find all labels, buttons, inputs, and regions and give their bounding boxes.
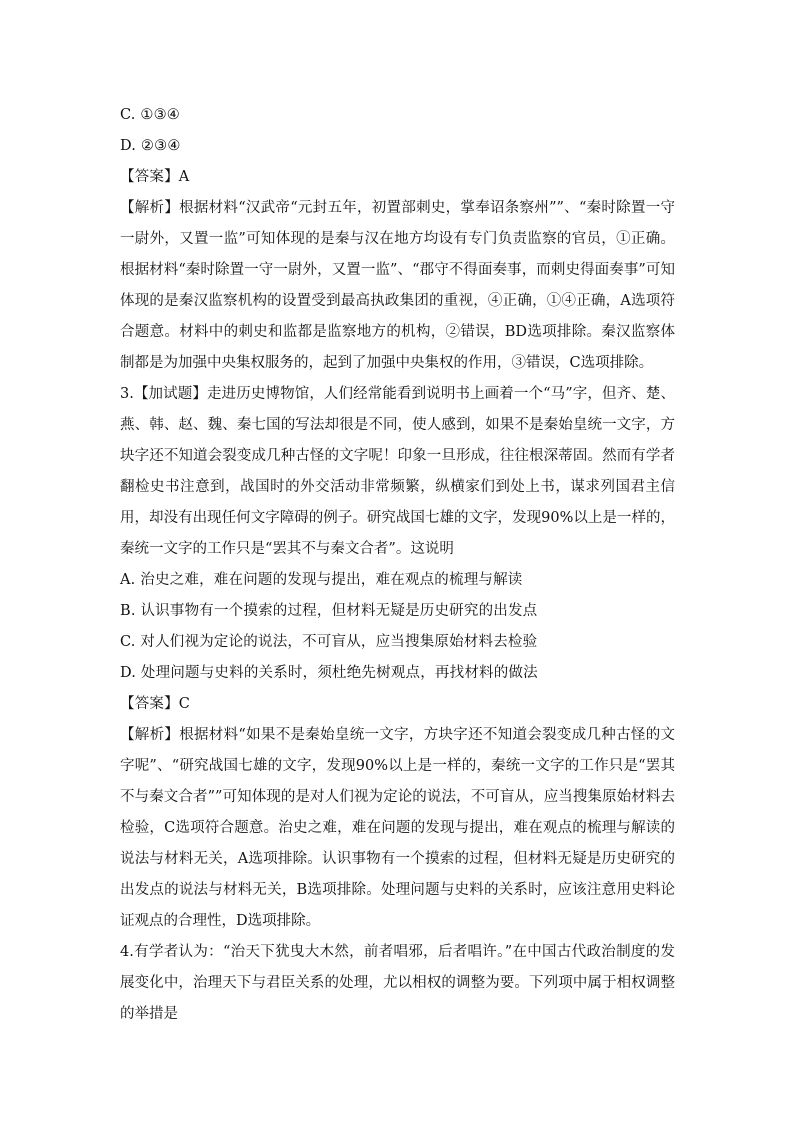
answer: 【答案】C xyxy=(120,696,191,712)
option-b: B. 认识事物有一个摸索的过程，但材料无疑是历史研究的出发点 xyxy=(120,603,538,619)
question-stem: 4.有学者认为：“治天下犹曳大木然，前者唱邪，后者唱许。”在中国古代政治制度的发展变化中，治理天下与君臣关系的处理，尤以相权的调整为要。下列项中属于相权调整的举措是 xyxy=(120,944,675,1022)
question-4 xyxy=(120,937,675,1030)
analysis: 【解析】根据材料“如果不是秦始皇统一文字，方块字还不知道会裂变成几种古怪的文字呢”、“研究战国七雄的文字，发现90%以上是一样的，秦统一文字的工作只是“罢其不与秦文合者””可知体现的是对人们视为定论的说法，不可盲从，应当搜集原始材料去检验，C选项符合题意。治史之难，难在问题的发现与提出，难在观点的梳理与解读的说法与材料无关，A选项排除。认识事物有一个摸索的过程，但材料无疑是历史研究的出发点的说法与材料无关，B选项排除。处理问题与史料的关系时，应该注意用史料论证观点的合理性，D选项排除。 xyxy=(120,727,675,929)
question-2-tail xyxy=(120,100,675,379)
answer: 【答案】A xyxy=(120,169,190,185)
option-c: C. 对人们视为定论的说法，不可盲从，应当搜集原始材料去检验 xyxy=(120,634,538,650)
question-stem: 3.【加试题】走进历史博物馆，人们经常能看到说明书上画着一个“马”字，但齐、楚、燕、韩、赵、魏、秦七国的写法却很是不同，使人感到，如果不是秦始皇统一文字，方块字还不知道会裂变成几种古怪的文字呢！印象一旦形成，往往根深蒂固。然而有学者翻检史书注意到，战国时的外交活动非常频繁，纵横家们到处上书，谋求列国君主信用，却没有出现任何文字障碍的例子。研究战国七雄的文字，发现90%以上是一样的，秦统一文字的工作只是“罢其不与秦文合者”。这说明 xyxy=(120,386,675,557)
option-a: A. 治史之难，难在问题的发现与提出，难在观点的梳理与解读 xyxy=(120,572,523,588)
analysis: 【解析】根据材料“汉武帝“元封五年，初置部刺史，掌奉诏条察州””、“秦时除置一守一尉外，又置一监”可知体现的是秦与汉在地方均设有专门负责监察的官员，①正确。根据材料“秦时除置一守一尉外，又置一监”、“郡守不得面奏事，而刺史得面奏事”可知体现的是秦汉监察机构的设置受到最高执政集团的重视，④正确，①④正确，A选项符合题意。材料中的刺史和监都是监察地方的机构，②错误，BD选项排除。秦汉监察体制都是为加强中央集权服务的，起到了加强中央集权的作用，③错误，C选项排除。 xyxy=(120,200,675,371)
document-content xyxy=(120,100,675,1030)
option-c: C. ①③④ xyxy=(120,107,180,123)
question-3 xyxy=(120,379,675,937)
option-d: D. ②③④ xyxy=(120,138,181,154)
option-d: D. 处理问题与史料的关系时，须杜绝先树观点，再找材料的做法 xyxy=(120,665,538,681)
